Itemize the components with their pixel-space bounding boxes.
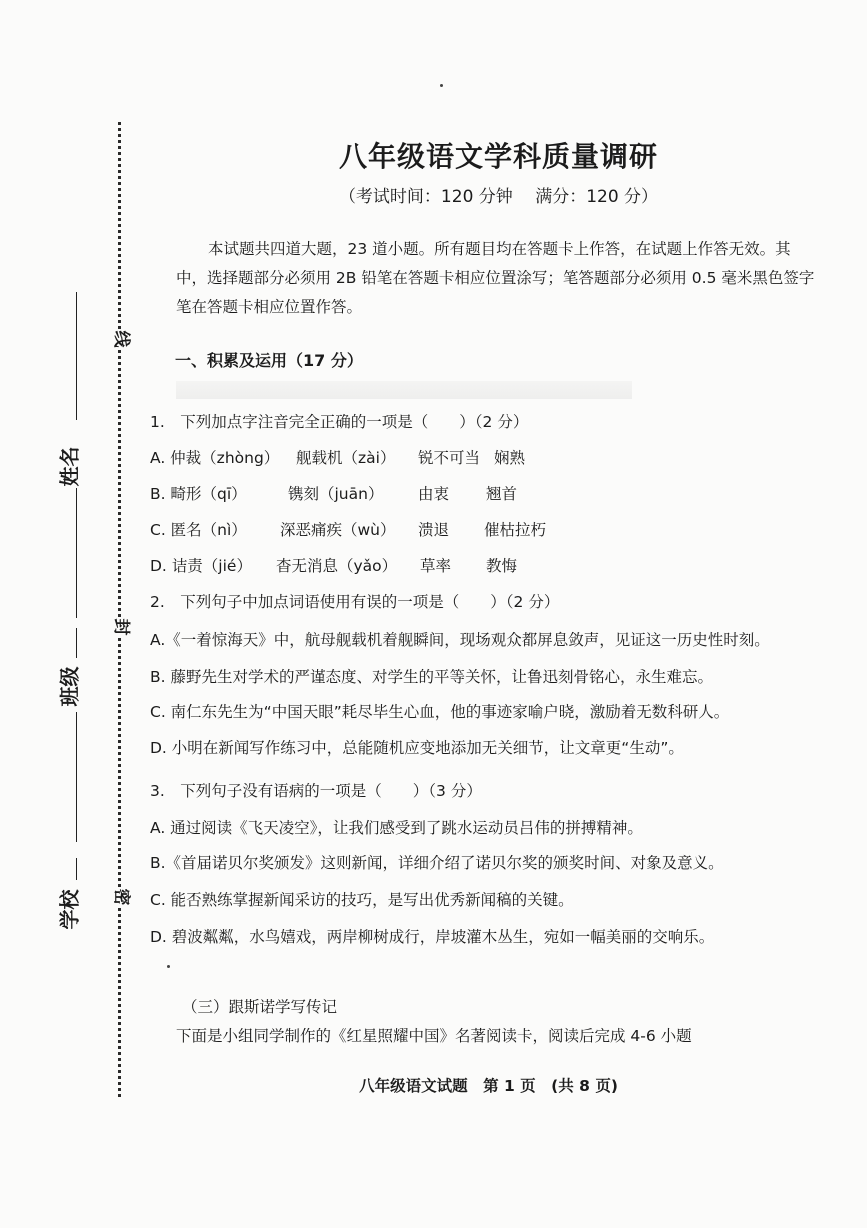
option-cell: 镌刻（juān） [288, 485, 384, 503]
option-cell: 溃退 [418, 521, 450, 539]
question-2-option-b: B. 藤野先生对学术的严谨态度、对学生的平等关怀，让鲁迅刻骨铭心，永生难忘。 [150, 668, 713, 686]
instructions-paragraph: 本试题共四道大题，23 道小题。所有题目均在答题卡上作答，在试题上作答无效。其中，选择题部分必须用 2B 铅笔在答题卡相应位置涂写；笔答题部分必须用 0.5 毫米黑色签字笔在答题卡相应位置作答。 [176, 240, 815, 316]
name-label: 姓名 [57, 446, 82, 487]
school-label: 学校 [57, 889, 82, 930]
subsection-heading: （三）跟斯诺学写传记 [182, 998, 338, 1016]
option-cell: 教悔 [486, 557, 518, 575]
scan-artifact [176, 381, 632, 399]
question-3-option-a: A. 通过阅读《飞天凌空》，让我们感受到了跳水运动员吕伟的拼搏精神。 [150, 819, 643, 837]
subsection-intro: 下面是小组同学制作的《红星照耀中国》名著阅读卡，阅读后完成 4-6 小题 [176, 1027, 692, 1045]
option-cell: C. 匿名（nì） [150, 521, 247, 539]
question-1-stem: 1. 下列加点字注音完全正确的一项是（ ）（2 分） [150, 413, 529, 431]
seal-char-mi: 密 [111, 888, 131, 906]
question-1-option-d [150, 554, 517, 576]
name-underline-lower [76, 488, 77, 618]
question-2-option-d: D. 小明在新闻写作练习中，总能随机应变地添加无关细节，让文章更“生动”。 [150, 739, 684, 757]
option-cell: 催枯拉朽 [484, 521, 547, 539]
binding-dotted-line [118, 122, 121, 1097]
option-cell: D. 诘责（jié） [150, 557, 252, 575]
question-2-option-c: C. 南仁东先生为“中国天眼”耗尽毕生心血，他的事迹家喻户晓，激励着无数科研人。 [150, 703, 730, 721]
question-3-stem: 3. 下列句子没有语病的一项是（ ）（3 分） [150, 782, 482, 800]
question-2-stem: 2. 下列句子中加点词语使用有误的一项是（ ）（2 分） [150, 593, 560, 611]
option-cell: 锐不可当 [418, 449, 481, 467]
class-underline-upper [76, 628, 77, 658]
option-cell: A. 仲裁（zhòng） [150, 449, 280, 467]
seal-char-feng: 封 [111, 618, 131, 636]
option-cell: 深恶痛疾（wù） [280, 521, 396, 539]
option-cell: 草率 [420, 557, 452, 575]
school-underline [76, 858, 77, 880]
scan-speck [167, 965, 170, 968]
exam-title: 八年级语文学科质量调研 [338, 140, 658, 173]
option-cell: 由衷 [418, 485, 450, 503]
page-footer: 八年级语文试题 第 1 页 (共 8 页) [359, 1077, 618, 1095]
question-3-option-d: D. 碧波粼粼，水鸟嬉戏，两岸柳树成行，岸坡灌木丛生，宛如一幅美丽的交响乐。 [150, 928, 715, 946]
option-cell: B. 畸形（qī） [150, 485, 247, 503]
name-underline [76, 292, 77, 420]
question-3-option-b: B.《首届诺贝尔奖颁发》这则新闻，详细介绍了诺贝尔奖的颁奖时间、对象及意义。 [150, 854, 724, 872]
question-2-option-a: A.《一着惊海天》中，航母舰载机着舰瞬间，现场观众都屏息敛声，见证这一历史性时刻。 [150, 631, 770, 649]
class-label: 班级 [57, 666, 82, 707]
question-1-option-b [150, 482, 517, 504]
seal-char-xian: 线 [111, 330, 131, 348]
question-1-option-c [150, 518, 546, 540]
exam-subtitle: （考试时间：120 分钟 满分：120 分） [338, 187, 659, 207]
question-1-option-a [150, 446, 525, 468]
section-heading: 一、积累及运用（17 分） [175, 351, 363, 370]
scan-speck [440, 84, 443, 87]
option-cell: 娴熟 [494, 449, 526, 467]
question-3-option-c: C. 能否熟练掌握新闻采访的技巧，是写出优秀新闻稿的关键。 [150, 891, 574, 909]
option-cell: 杳无消息（yǎo） [276, 557, 398, 575]
option-cell: 舰载机（zài） [296, 449, 396, 467]
option-cell: 翘首 [486, 485, 518, 503]
class-underline [76, 712, 77, 842]
